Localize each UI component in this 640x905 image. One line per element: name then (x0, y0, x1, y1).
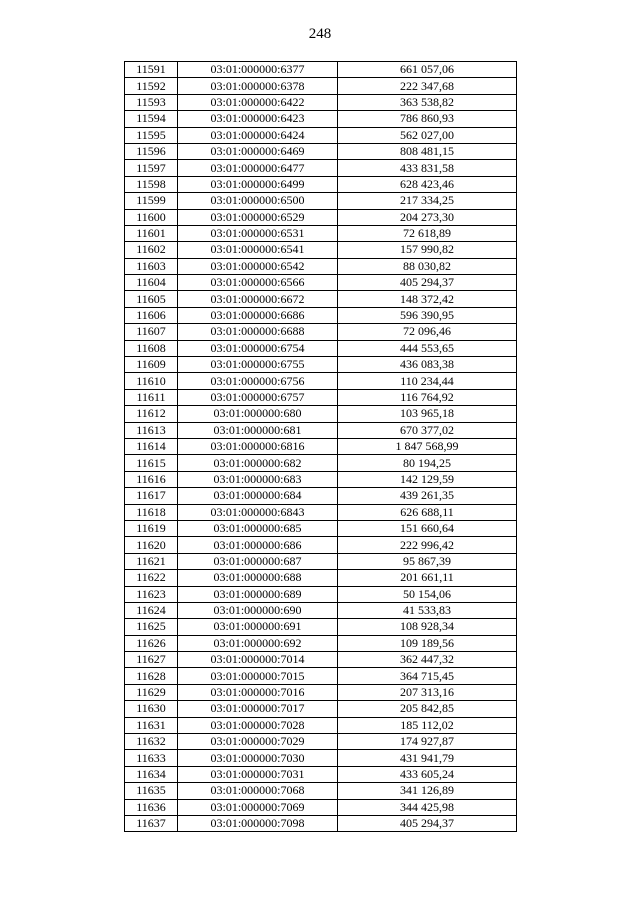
value-cell: 444 553,65 (338, 340, 517, 356)
table-row (125, 438, 517, 454)
value-cell: 562 027,00 (338, 127, 517, 143)
value-cell: 41 533,83 (338, 602, 517, 618)
row-number-cell: 11600 (125, 209, 178, 225)
table-row (125, 717, 517, 733)
table-row (125, 602, 517, 618)
table-row (125, 78, 517, 94)
page-number: 248 (308, 26, 332, 42)
table-row (125, 471, 517, 487)
cadastral-number-cell: 03:01:000000:7069 (178, 799, 338, 815)
row-number-cell: 11632 (125, 734, 178, 750)
table-row (125, 783, 517, 799)
value-cell: 204 273,30 (338, 209, 517, 225)
table-row (125, 504, 517, 520)
value-cell: 433 831,58 (338, 160, 517, 176)
row-number-cell: 11622 (125, 570, 178, 586)
table-row (125, 488, 517, 504)
cadastral-number-cell: 03:01:000000:7098 (178, 815, 338, 831)
cadastral-number-cell: 03:01:000000:685 (178, 520, 338, 536)
value-cell: 72 096,46 (338, 324, 517, 340)
row-number-cell: 11621 (125, 553, 178, 569)
row-number-cell: 11605 (125, 291, 178, 307)
value-cell: 433 605,24 (338, 766, 517, 782)
table-row (125, 373, 517, 389)
value-cell: 207 313,16 (338, 684, 517, 700)
cadastral-number-cell: 03:01:000000:682 (178, 455, 338, 471)
row-number-cell: 11623 (125, 586, 178, 602)
cadastral-number-cell: 03:01:000000:6541 (178, 242, 338, 258)
value-cell: 151 660,64 (338, 520, 517, 536)
cadastral-number-cell: 03:01:000000:687 (178, 553, 338, 569)
value-cell: 148 372,42 (338, 291, 517, 307)
cadastral-number-cell: 03:01:000000:6469 (178, 143, 338, 159)
row-number-cell: 11593 (125, 94, 178, 110)
value-cell: 222 996,42 (338, 537, 517, 553)
table-row (125, 143, 517, 159)
cadastral-number-cell: 03:01:000000:6422 (178, 94, 338, 110)
cadastral-number-cell: 03:01:000000:689 (178, 586, 338, 602)
cadastral-number-cell: 03:01:000000:691 (178, 619, 338, 635)
row-number-cell: 11616 (125, 471, 178, 487)
value-cell: 405 294,37 (338, 275, 517, 291)
table-row (125, 734, 517, 750)
table-row (125, 389, 517, 405)
table-row (125, 668, 517, 684)
cadastral-number-cell: 03:01:000000:6755 (178, 357, 338, 373)
cadastral-number-cell: 03:01:000000:690 (178, 602, 338, 618)
row-number-cell: 11604 (125, 275, 178, 291)
registry-table (124, 61, 517, 832)
table-row (125, 537, 517, 553)
value-cell: 142 129,59 (338, 471, 517, 487)
row-number-cell: 11602 (125, 242, 178, 258)
cadastral-number-cell: 03:01:000000:6754 (178, 340, 338, 356)
cadastral-number-cell: 03:01:000000:686 (178, 537, 338, 553)
row-number-cell: 11613 (125, 422, 178, 438)
row-number-cell: 11594 (125, 111, 178, 127)
cadastral-number-cell: 03:01:000000:6529 (178, 209, 338, 225)
row-number-cell: 11626 (125, 635, 178, 651)
value-cell: 405 294,37 (338, 815, 517, 831)
value-cell: 174 927,87 (338, 734, 517, 750)
cadastral-number-cell: 03:01:000000:7030 (178, 750, 338, 766)
value-cell: 157 990,82 (338, 242, 517, 258)
value-cell: 341 126,89 (338, 783, 517, 799)
cadastral-number-cell: 03:01:000000:6816 (178, 438, 338, 454)
value-cell: 661 057,06 (338, 62, 517, 78)
row-number-cell: 11592 (125, 78, 178, 94)
row-number-cell: 11619 (125, 520, 178, 536)
row-number-cell: 11625 (125, 619, 178, 635)
table-row (125, 111, 517, 127)
table-row (125, 766, 517, 782)
value-cell: 362 447,32 (338, 652, 517, 668)
value-cell: 786 860,93 (338, 111, 517, 127)
cadastral-number-cell: 03:01:000000:6424 (178, 127, 338, 143)
row-number-cell: 11615 (125, 455, 178, 471)
value-cell: 808 481,15 (338, 143, 517, 159)
row-number-cell: 11597 (125, 160, 178, 176)
cadastral-number-cell: 03:01:000000:6843 (178, 504, 338, 520)
cadastral-number-cell: 03:01:000000:6500 (178, 193, 338, 209)
cadastral-number-cell: 03:01:000000:6423 (178, 111, 338, 127)
cadastral-number-cell: 03:01:000000:6531 (178, 225, 338, 241)
value-cell: 110 234,44 (338, 373, 517, 389)
value-cell: 363 538,82 (338, 94, 517, 110)
value-cell: 431 941,79 (338, 750, 517, 766)
cadastral-number-cell: 03:01:000000:6542 (178, 258, 338, 274)
value-cell: 201 661,11 (338, 570, 517, 586)
value-cell: 436 083,38 (338, 357, 517, 373)
table-row (125, 815, 517, 831)
table-row (125, 258, 517, 274)
row-number-cell: 11637 (125, 815, 178, 831)
cadastral-number-cell: 03:01:000000:7028 (178, 717, 338, 733)
table-row (125, 586, 517, 602)
cadastral-number-cell: 03:01:000000:6378 (178, 78, 338, 94)
value-cell: 439 261,35 (338, 488, 517, 504)
cadastral-number-cell: 03:01:000000:6672 (178, 291, 338, 307)
cadastral-number-cell: 03:01:000000:6756 (178, 373, 338, 389)
value-cell: 670 377,02 (338, 422, 517, 438)
row-number-cell: 11614 (125, 438, 178, 454)
row-number-cell: 11596 (125, 143, 178, 159)
registry-table-body (125, 62, 517, 832)
table-row (125, 291, 517, 307)
cadastral-number-cell: 03:01:000000:7017 (178, 701, 338, 717)
table-row (125, 242, 517, 258)
table-row (125, 324, 517, 340)
cadastral-number-cell: 03:01:000000:688 (178, 570, 338, 586)
value-cell: 80 194,25 (338, 455, 517, 471)
row-number-cell: 11591 (125, 62, 178, 78)
table-row (125, 701, 517, 717)
cadastral-number-cell: 03:01:000000:684 (178, 488, 338, 504)
value-cell: 108 928,34 (338, 619, 517, 635)
cadastral-number-cell: 03:01:000000:6757 (178, 389, 338, 405)
row-number-cell: 11627 (125, 652, 178, 668)
table-row (125, 193, 517, 209)
value-cell: 205 842,85 (338, 701, 517, 717)
table-row (125, 209, 517, 225)
value-cell: 222 347,68 (338, 78, 517, 94)
table-row (125, 619, 517, 635)
value-cell: 626 688,11 (338, 504, 517, 520)
row-number-cell: 11630 (125, 701, 178, 717)
row-number-cell: 11629 (125, 684, 178, 700)
value-cell: 50 154,06 (338, 586, 517, 602)
row-number-cell: 11598 (125, 176, 178, 192)
table-row (125, 307, 517, 323)
table-row (125, 455, 517, 471)
cadastral-number-cell: 03:01:000000:680 (178, 406, 338, 422)
row-number-cell: 11610 (125, 373, 178, 389)
row-number-cell: 11624 (125, 602, 178, 618)
table-row (125, 275, 517, 291)
value-cell: 185 112,02 (338, 717, 517, 733)
table-row (125, 750, 517, 766)
cadastral-number-cell: 03:01:000000:6566 (178, 275, 338, 291)
cadastral-number-cell: 03:01:000000:7029 (178, 734, 338, 750)
table-row (125, 520, 517, 536)
row-number-cell: 11595 (125, 127, 178, 143)
table-row (125, 553, 517, 569)
cadastral-number-cell: 03:01:000000:6377 (178, 62, 338, 78)
value-cell: 109 189,56 (338, 635, 517, 651)
row-number-cell: 11609 (125, 357, 178, 373)
table-row (125, 340, 517, 356)
table-row (125, 225, 517, 241)
table-row (125, 406, 517, 422)
cadastral-number-cell: 03:01:000000:692 (178, 635, 338, 651)
row-number-cell: 11628 (125, 668, 178, 684)
row-number-cell: 11599 (125, 193, 178, 209)
row-number-cell: 11601 (125, 225, 178, 241)
cadastral-number-cell: 03:01:000000:681 (178, 422, 338, 438)
table-row (125, 799, 517, 815)
value-cell: 88 030,82 (338, 258, 517, 274)
cadastral-number-cell: 03:01:000000:7015 (178, 668, 338, 684)
row-number-cell: 11611 (125, 389, 178, 405)
table-row (125, 422, 517, 438)
table-row (125, 62, 517, 78)
row-number-cell: 11633 (125, 750, 178, 766)
row-number-cell: 11634 (125, 766, 178, 782)
value-cell: 72 618,89 (338, 225, 517, 241)
row-number-cell: 11612 (125, 406, 178, 422)
value-cell: 628 423,46 (338, 176, 517, 192)
cadastral-number-cell: 03:01:000000:7068 (178, 783, 338, 799)
row-number-cell: 11606 (125, 307, 178, 323)
table-row (125, 635, 517, 651)
row-number-cell: 11636 (125, 799, 178, 815)
cadastral-number-cell: 03:01:000000:7014 (178, 652, 338, 668)
row-number-cell: 11603 (125, 258, 178, 274)
table-row (125, 652, 517, 668)
value-cell: 103 965,18 (338, 406, 517, 422)
value-cell: 1 847 568,99 (338, 438, 517, 454)
value-cell: 344 425,98 (338, 799, 517, 815)
table-row (125, 570, 517, 586)
cadastral-number-cell: 03:01:000000:683 (178, 471, 338, 487)
table-row (125, 357, 517, 373)
value-cell: 95 867,39 (338, 553, 517, 569)
value-cell: 217 334,25 (338, 193, 517, 209)
row-number-cell: 11618 (125, 504, 178, 520)
cadastral-number-cell: 03:01:000000:6499 (178, 176, 338, 192)
value-cell: 116 764,92 (338, 389, 517, 405)
table-row (125, 127, 517, 143)
value-cell: 364 715,45 (338, 668, 517, 684)
table-row (125, 94, 517, 110)
value-cell: 596 390,95 (338, 307, 517, 323)
table-row (125, 176, 517, 192)
row-number-cell: 11635 (125, 783, 178, 799)
cadastral-number-cell: 03:01:000000:7031 (178, 766, 338, 782)
cadastral-number-cell: 03:01:000000:6688 (178, 324, 338, 340)
row-number-cell: 11631 (125, 717, 178, 733)
table-row (125, 684, 517, 700)
cadastral-number-cell: 03:01:000000:7016 (178, 684, 338, 700)
row-number-cell: 11608 (125, 340, 178, 356)
table-row (125, 160, 517, 176)
row-number-cell: 11617 (125, 488, 178, 504)
row-number-cell: 11607 (125, 324, 178, 340)
cadastral-number-cell: 03:01:000000:6686 (178, 307, 338, 323)
row-number-cell: 11620 (125, 537, 178, 553)
cadastral-number-cell: 03:01:000000:6477 (178, 160, 338, 176)
